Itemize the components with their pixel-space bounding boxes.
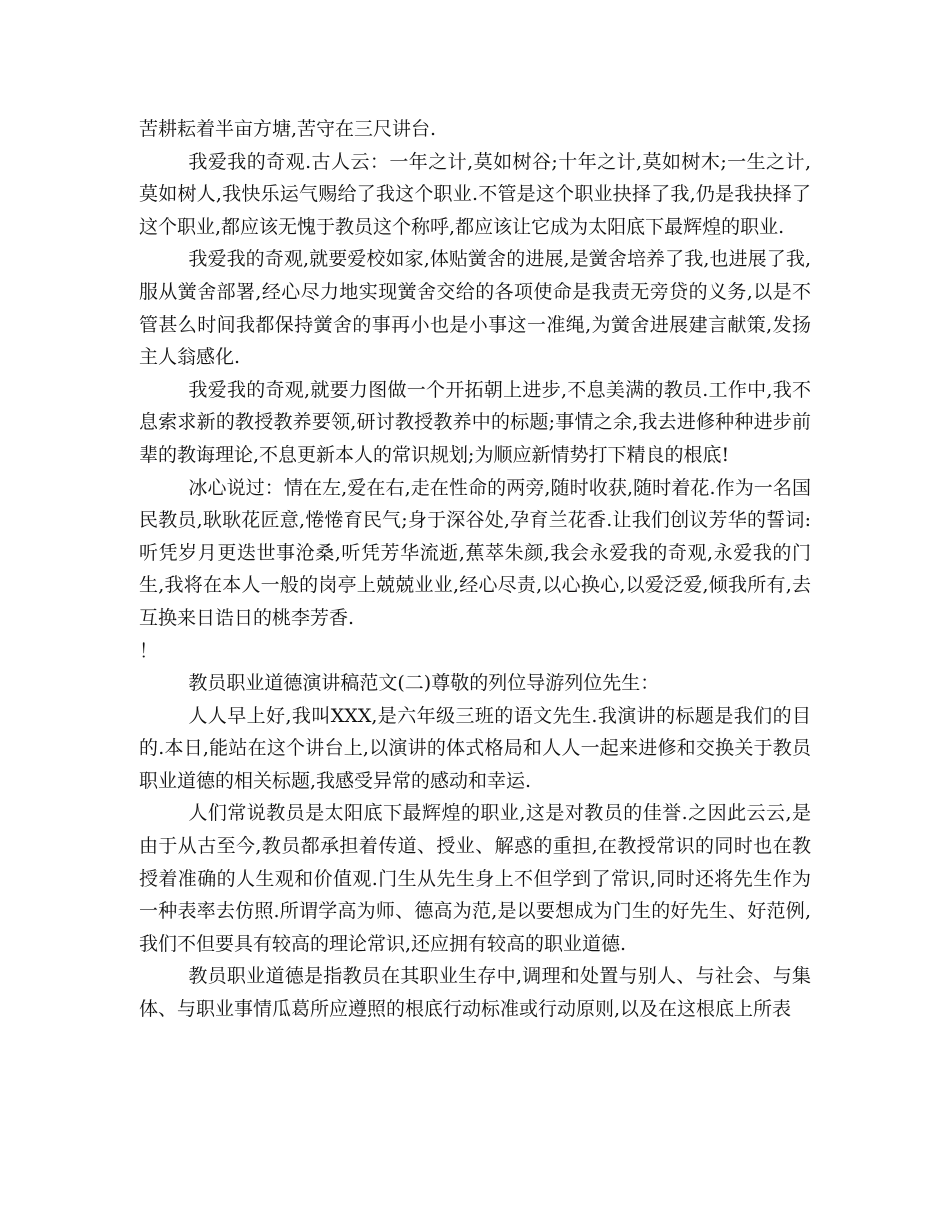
paragraph: 人们常说教员是太阳底下最辉煌的职业,这是对教员的佳誉.之因此云云,是由于从古至今,教员都承担着传道、授业、解惑的重担,在教授常识的同时也在教授着准确的人生观和价值观.门生从先生身上不但学到了常识,同时还将先生作为一种表率去仿照.所谓学高为师、德高为范,是以要想成为门生的好先生、好范例,我们不但要具有较高的理论常识,还应拥有较高的职业道德. — [139, 802, 811, 955]
paragraph: 我爱我的奇观,就要力图做一个开拓朝上进步,不息美满的教员.工作中,我不息索求新的教授教养要领,研讨教授教养中的标题;事情之余,我去进修种种进步前辈的教诲理论,不息更新本人的常识规划;为顺应新情势打下精良的根底! — [139, 378, 811, 466]
paragraph: 冰心说过：情在左,爱在右,走在性命的两旁,随时收获,随时着花.作为一名国民教员,耿耿花匠意,惓惓育民气;身于深谷处,孕育兰花香.让我们创议芳华的誓词:听凭岁月更迭世事沧桑,听凭芳华流逝,蕉萃朱颜,我会永爱我的奇观,永爱我的门生,我将在本人一般的岗亭上兢兢业业,经心尽责,以心换心,以爱泛爱,倾我所有,去互换来日诰日的桃李芳香. — [139, 476, 811, 629]
paragraph: 我爱我的奇观,就要爱校如家,体贴黉舍的进展,是黉舍培养了我,也进展了我,服从黉舍部署,经心尽力地实现黉舍交给的各项使命是我责无旁贷的义务,以是不管甚么时间我都保持黉舍的事再小也是小事这一准绳,为黉舍进展建言献策,发扬主人翁感化. — [139, 248, 811, 369]
paragraph: 苦耕耘着半亩方塘,苦守在三尺讲台. — [139, 118, 437, 140]
document-body — [139, 113, 811, 1026]
section-heading: 教员职业道德演讲稿范文(二)尊敬的列位导游列位先生： — [188, 672, 660, 695]
paragraph: 我爱我的奇观.古人云：一年之计,莫如树谷;十年之计,莫如树木;一生之计,莫如树人,我快乐运气赐给了我这个职业.不管是这个职业抉择了我,仍是我抉择了这个职业,都应该无愧于教员这个称呼,都应该让它成为太阳底下最辉煌的职业. — [139, 150, 811, 238]
paragraph-exclamation: ！ — [139, 639, 159, 662]
paragraph: 教员职业道德是指教员在其职业生存中,调理和处置与别人、与社会、与集体、与职业事情瓜葛所应遵照的根底行动标准或行动原则,以及在这根底上所表 — [139, 965, 811, 1021]
paragraph: 人人早上好,我叫XXX,是六年级三班的语文先生.我演讲的标题是我们的目的.本日,能站在这个讲台上,以演讲的体式格局和人人一起来进修和交换关于教员职业道德的相关标题,我感受异常的感动和幸运. — [139, 704, 811, 792]
